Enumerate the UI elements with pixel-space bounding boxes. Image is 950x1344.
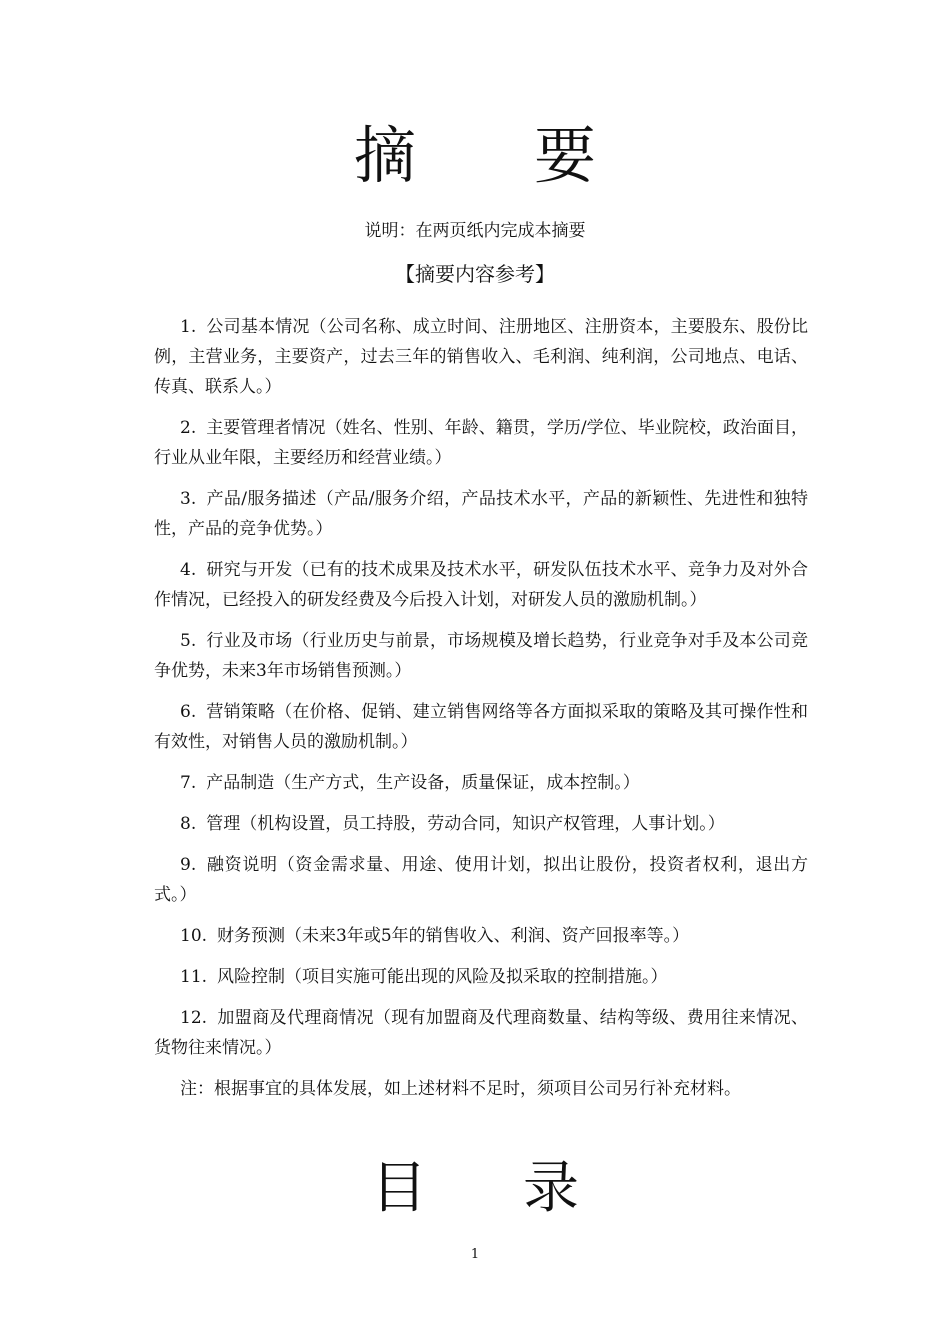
list-item [154,484,808,544]
item-text: 产品/服务描述（产品/服务介绍，产品技术水平，产品的新颖性、先进性和独特性，产品的竞争优势。） [154,489,808,539]
page-title [0,118,950,194]
list-item [154,312,808,402]
page-title-char-2: 要 [534,119,597,192]
item-text: 研究与开发（已有的技术成果及技术水平，研发队伍技术水平、竞争力及对外合作情况，已经投入的研发经费及今后投入计划，对研发人员的激励机制。） [154,560,808,610]
item-number: 8. [180,814,197,834]
item-number: 10. [180,926,208,946]
item-text: 融资说明（资金需求量、用途、使用计划，拟出让股份，投资者权利，退出方式。） [154,855,808,905]
item-text: 公司基本情况（公司名称、成立时间、注册地区、注册资本，主要股东、股份比例，主营业务，主要资产，过去三年的销售收入、毛利润、纯利润，公司地点、电话、传真、联系人。） [154,317,808,397]
page-title-char-1: 摘 [353,119,416,192]
page-number: 1 [470,1247,480,1262]
list-item [154,921,808,951]
item-text: 管理（机构设置，员工持股，劳动合同，知识产权管理，人事计划。） [206,814,725,834]
item-text: 行业及市场（行业历史与前景，市场规模及增长趋势，行业竞争对手及本公司竞争优势，未来3年市场销售预测。） [154,631,808,681]
list-item [154,809,808,839]
item-number: 5. [180,631,197,651]
list-item [154,1003,808,1063]
list-item [154,962,808,992]
supplementary-note: 注：根据事宜的具体发展，如上述材料不足时，须项目公司另行补充材料。 [180,1079,741,1099]
item-number: 4. [180,560,197,580]
toc-title [0,1154,950,1224]
list-item [154,413,808,473]
item-text: 风险控制（项目实施可能出现的风险及拟采取的控制措施。） [217,967,668,987]
item-number: 3. [180,489,197,509]
item-number: 12. [180,1008,208,1028]
list-item [154,850,808,910]
item-text: 加盟商及代理商情况（现有加盟商及代理商数量、结构等级、费用往来情况、货物往来情况。） [154,1008,808,1058]
item-number: 6. [180,702,197,722]
item-text: 主要管理者情况（姓名、性别、年龄、籍贯，学历/学位、毕业院校，政治面目，行业从业年限，主要经历和经营业绩。） [154,418,808,468]
instruction-text: 说明：在两页纸内完成本摘要 [364,221,586,241]
item-number: 9. [180,855,197,875]
item-number: 1. [180,317,197,337]
list-item [154,697,808,757]
toc-title-char-1: 目 [371,1156,427,1221]
item-number: 2. [180,418,197,438]
item-number: 11. [180,967,208,987]
item-text: 产品制造（生产方式，生产设备，质量保证，成本控制。） [206,773,640,793]
list-item [154,626,808,686]
item-text: 营销策略（在价格、促销、建立销售网络等各方面拟采取的策略及其可操作性和有效性，对销售人员的激励机制。） [154,702,808,752]
item-number: 7. [180,773,197,793]
item-text: 财务预测（未来3年或5年的销售收入、利润、资产回报率等。） [217,926,690,946]
list-item [154,555,808,615]
section-heading: 【摘要内容参考】 [395,262,555,286]
list-item [154,768,808,798]
toc-title-char-2: 录 [523,1156,579,1221]
summary-item-list [154,312,808,1104]
